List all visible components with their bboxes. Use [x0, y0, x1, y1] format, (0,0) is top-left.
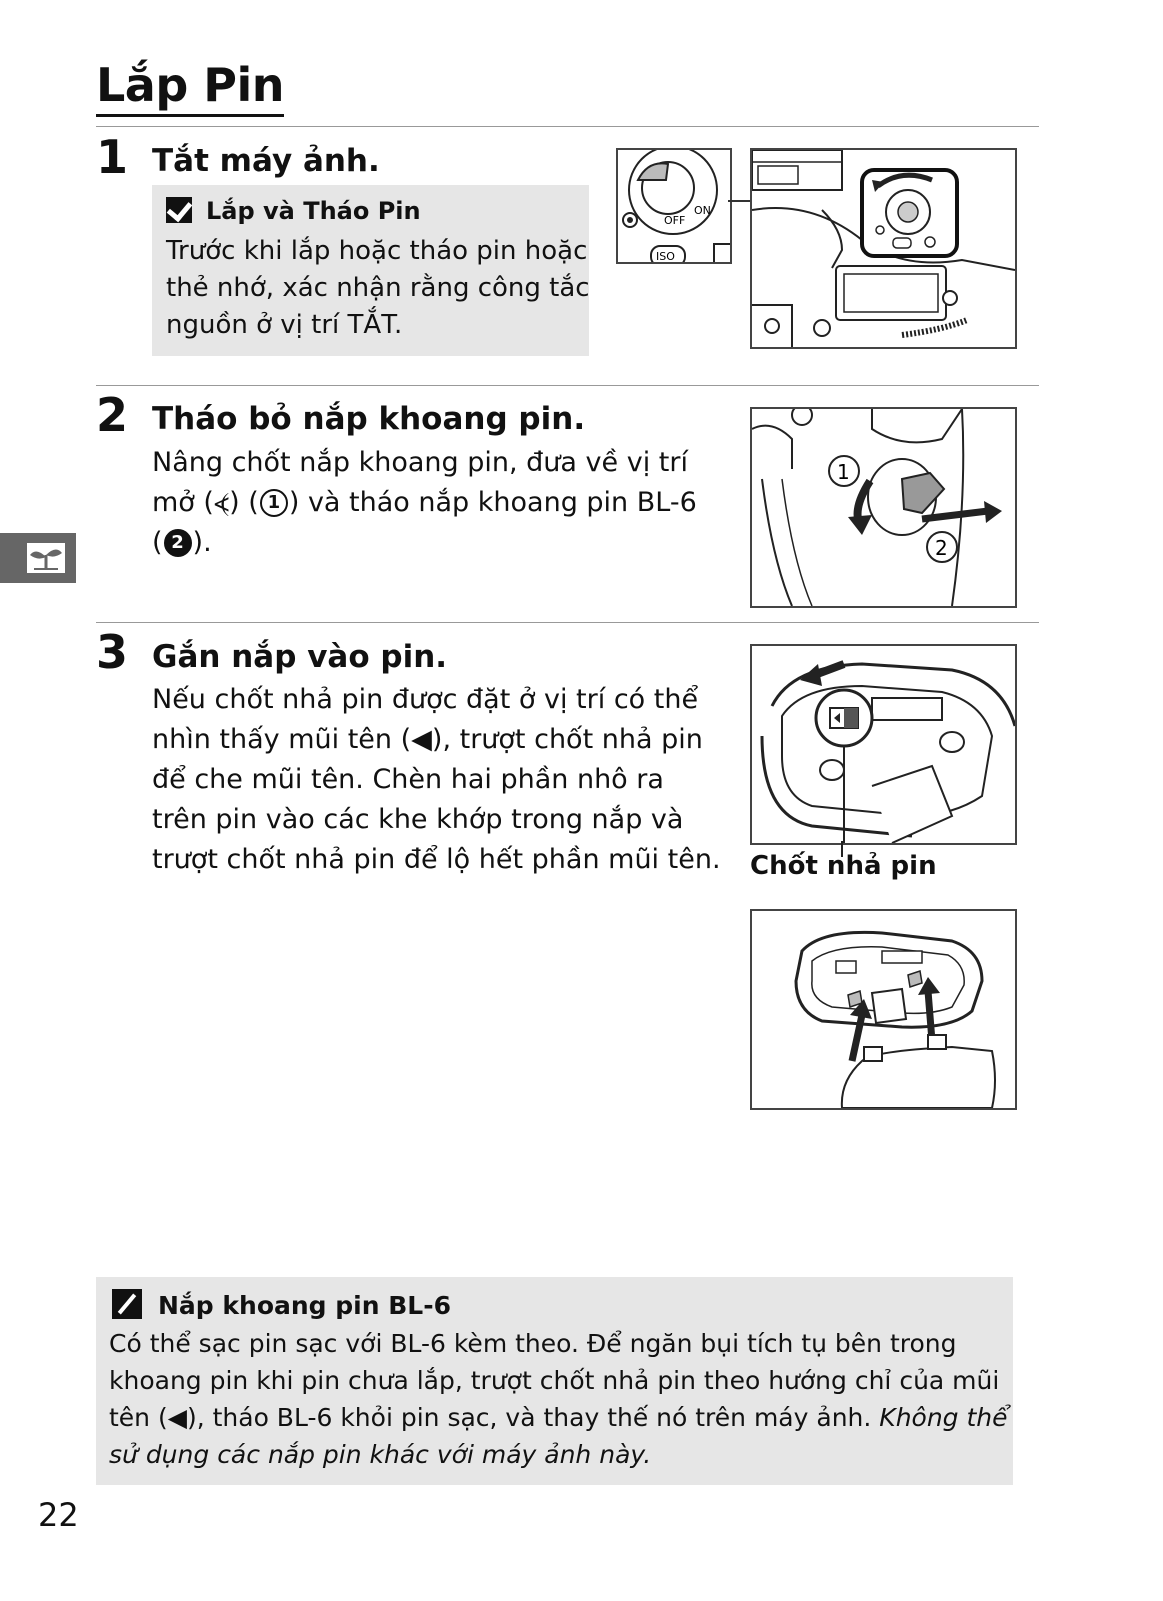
- note-line: khoang pin khi pin chưa lắp, trượt chốt nhả pin theo hướng chỉ của mũi: [109, 1366, 1000, 1395]
- off-label: OFF: [664, 214, 686, 227]
- circle-number-2: 2: [164, 529, 192, 557]
- step-3-line: trên pin vào các khe khớp trong nắp và: [152, 804, 684, 835]
- callout-2: 2: [935, 536, 948, 560]
- step-3-line: để che mũi tên. Chèn hai phần nhô ra: [152, 764, 664, 795]
- step-1-number: 1: [96, 130, 129, 184]
- battery-cover-removal-illustration: [750, 407, 1017, 608]
- camera-top-illustration: [750, 148, 1017, 349]
- step-3-line: trượt chốt nhả pin để lộ hết phần mũi tên.: [152, 844, 721, 875]
- on-label: ON: [694, 204, 711, 217]
- divider: [96, 385, 1039, 386]
- latch-open-icon: ⦓: [213, 487, 230, 518]
- page-number: 22: [38, 1496, 79, 1534]
- step-2-text: [152, 443, 697, 563]
- step-1-title: Tắt máy ảnh.: [152, 143, 380, 179]
- note-italic-line: sử dụng các nắp pin khác với máy ảnh này.: [109, 1440, 652, 1469]
- note-insert-remove: [152, 185, 589, 356]
- note-line: Có thể sạc pin sạc với BL-6 kèm theo. Để ngăn bụi tích tụ bên trong: [109, 1329, 957, 1358]
- step-2-number: 2: [96, 388, 129, 442]
- sprout-icon: [0, 533, 76, 583]
- step-2-title: Tháo bỏ nắp khoang pin.: [152, 401, 586, 437]
- iso-label: ISO: [656, 250, 675, 262]
- note-line: Trước khi lắp hoặc tháo pin hoặc: [166, 236, 588, 266]
- step-3-text: [152, 680, 721, 880]
- circle-number-1: 1: [260, 489, 288, 517]
- step-3-line: Nếu chốt nhả pin được đặt ở vị trí có thể: [152, 684, 699, 715]
- callout-1: 1: [837, 460, 850, 484]
- battery-release-latch-illustration: [750, 644, 1017, 845]
- step-3-number: 3: [96, 625, 129, 679]
- attach-cover-illustration: [750, 909, 1017, 1110]
- release-latch-caption: Chốt nhả pin: [750, 851, 937, 881]
- note-line: tên (◀), tháo BL-6 khỏi pin sạc, và thay thế nó trên máy ảnh. Không thể: [109, 1403, 1008, 1432]
- step-2-line: mở (⦓) ( 1 ) và tháo nắp khoang pin BL-6: [152, 487, 697, 518]
- power-switch-closeup-illustration: [616, 148, 732, 264]
- step-2-line: Nâng chốt nắp khoang pin, đưa về vị trí: [152, 447, 688, 478]
- chapter-tab: [0, 533, 76, 583]
- note-line: nguồn ở vị trí TẮT.: [166, 310, 403, 340]
- step-3-line: nhìn thấy mũi tên (◀), trượt chốt nhả pin: [152, 724, 703, 755]
- divider: [96, 622, 1039, 623]
- checkbox-icon: [166, 197, 192, 223]
- page-title: Lắp Pin: [96, 58, 284, 117]
- pencil-icon: [112, 1289, 142, 1319]
- step-2-line: ( 2 ).: [152, 527, 212, 558]
- step-3-title: Gắn nắp vào pin.: [152, 639, 448, 675]
- note-italic: Không thể: [879, 1403, 1008, 1432]
- note-title: Nắp khoang pin BL-6: [158, 1291, 451, 1320]
- note-bl6-cover: [96, 1277, 1013, 1485]
- note-title: Lắp và Tháo Pin: [206, 197, 421, 225]
- divider: [96, 126, 1039, 127]
- note-line: thẻ nhớ, xác nhận rằng công tắc: [166, 273, 590, 303]
